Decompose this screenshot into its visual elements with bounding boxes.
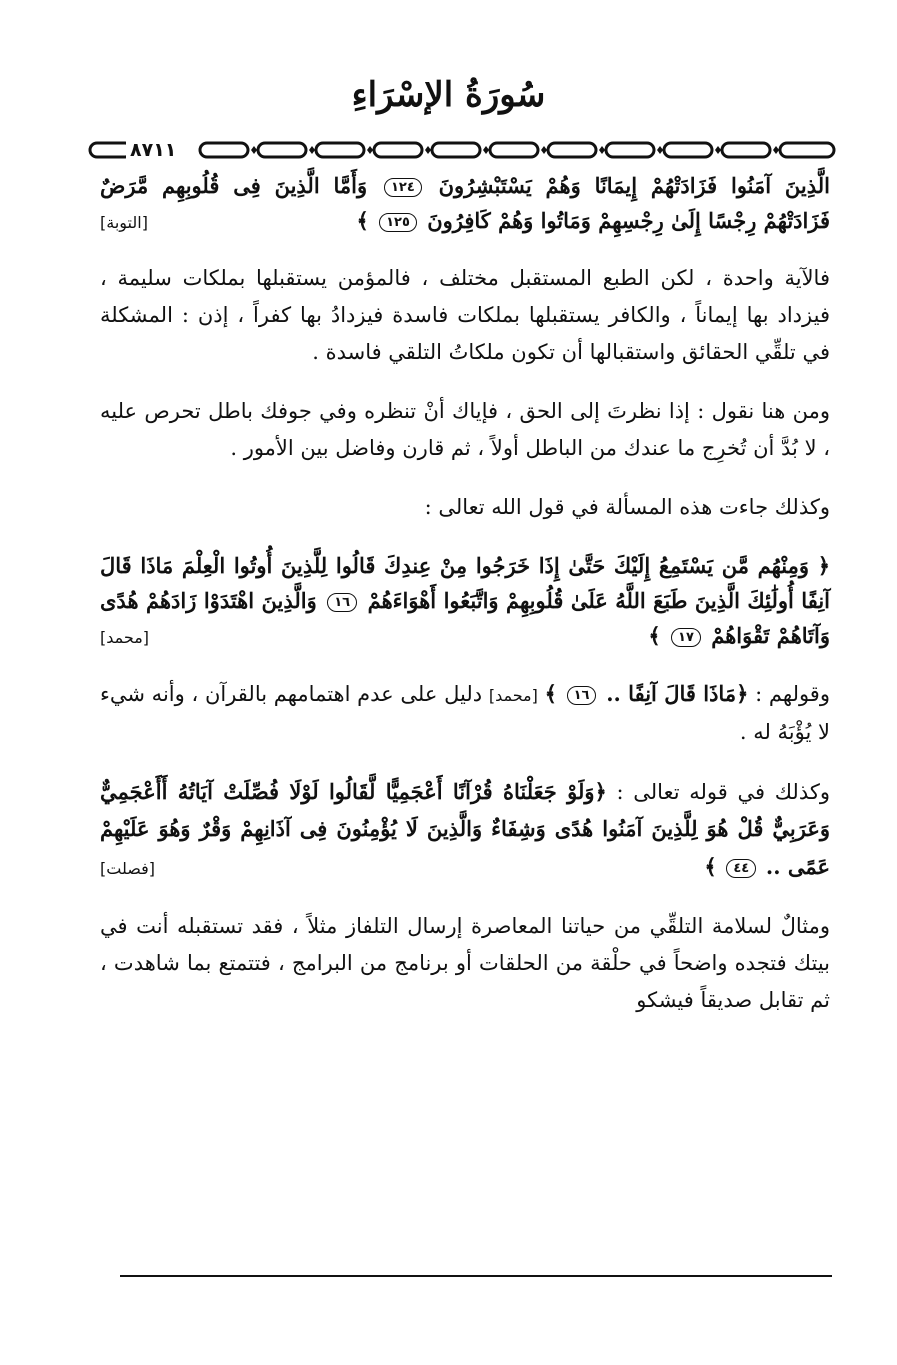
paragraph: ومثالٌ لسلامة التلقِّي من حياتنا المعاصرة إرسال التلفاز مثلاً ، فقد تستقبله أنت في بيتك فتجده واضحاً في حلْقة من الحلقات أو برنامج من البرامج ، فتتمتع بما شاهدت ، ثم تقابل صديقاً فيشكو: [100, 914, 830, 1012]
quran-quote-tawbah: [100, 168, 830, 238]
ayah-number-badge: ١٢٥: [379, 213, 417, 232]
ayah-number-badge: ١٧: [671, 628, 701, 647]
footer-divider: [120, 1275, 832, 1277]
quran-verse-text: وَأَمَّا الَّذِينَ فِى قُلُوبِهِم مَّرَضٌ فَزَادَتْهُمْ رِجْسًا إِلَىٰ رِجْسِهِمْ وَمَاتُوا وَهُمْ كَافِرُونَ: [100, 173, 830, 233]
ayah-number-badge: ٤٤: [726, 859, 756, 878]
ayah-number-badge: ١٦: [567, 686, 597, 705]
surah-title: سُورَةُ الإسْرَاءِ: [351, 75, 546, 115]
ayah-number-badge: ١٢٤: [384, 178, 422, 197]
paragraph-text: وقولهم :: [755, 682, 830, 706]
ornament-chain-icon: [88, 138, 838, 162]
paragraph: وكذلك جاءت هذه المسألة في قول الله تعالى :: [424, 495, 830, 519]
quran-close-bracket: ﴾: [356, 208, 369, 233]
paragraph: [100, 675, 830, 751]
paragraph: [100, 773, 830, 886]
ayah-number-badge: ١٦: [327, 593, 357, 612]
paragraph: ومن هنا نقول : إذا نظرتَ إلى الحق ، فإياك أنْ تنظره وفي جوفك باطل تحرص عليه ، لا بُدَّ أن تُخرِج ما عندك من الباطل أولاً ، ثم قارن وفاضل بين الأمور .: [100, 399, 830, 460]
quran-quote-muhammad: [100, 548, 830, 653]
inline-quran-quote: مَاذَا قَالَ آنِفًا ..: [606, 681, 737, 706]
paragraph-text: دليل على عدم اهتمامهم بالقرآن ، وأنه شيء لا يُؤْبَهُ له .: [100, 682, 830, 744]
inline-quran-quote: وَلَوْ جَعَلْنَاهُ قُرْآنًا أَعْجَمِيًّا لَّقَالُوا لَوْلَا فُصِّلَتْ آيَاتُهُ أَأَعْجَمِيٌّ وَعَرَبِيٌّ قُلْ هُوَ لِلَّذِينَ آمَنُوا هُدًى وَشِفَاءٌ وَالَّذِينَ لَا يُؤْمِنُونَ فِى آذَانِهِمْ وَقْرٌ وَهُوَ عَلَيْهِمْ عَمًى ..: [100, 779, 830, 879]
quran-verse-text: الَّذِينَ آمَنُوا فَزَادَتْهُمْ إِيمَانًا وَهُمْ يَسْتَبْشِرُونَ: [438, 173, 831, 198]
quran-close-bracket: ﴾: [648, 623, 661, 648]
quran-close-bracket: ﴾: [704, 854, 717, 879]
header-ornament: [88, 138, 838, 162]
page-number: ٨٧١١: [126, 139, 180, 161]
quran-close-bracket: ﴾: [544, 681, 557, 706]
paragraph-text: وكذلك في قوله تعالى :: [616, 780, 830, 804]
quran-open-bracket: ﴿: [594, 779, 607, 804]
page-body: [100, 168, 830, 1041]
quran-verse-text: وَمِنْهُم مَّن يَسْتَمِعُ إِلَيْكَ حَتَّىٰ إِذَا خَرَجُوا مِنْ عِندِكَ قَالُوا لِلَّذِينَ أُوتُوا الْعِلْمَ مَاذَا قَالَ آنِفًا أُولَٰئِكَ الَّذِينَ طَبَعَ اللَّهُ عَلَىٰ قُلُوبِهِمْ وَاتَّبَعُوا أَهْوَاءَهُمْ: [100, 553, 830, 613]
surah-reference: [التوبة]: [100, 213, 148, 232]
quran-open-bracket: ﴿: [817, 553, 830, 578]
quran-verse-text: وَالَّذِينَ اهْتَدَوْا زَادَهُمْ هُدًى وَآتَاهُمْ تَقْوَاهُمْ: [100, 588, 830, 648]
quran-open-bracket: ﴿: [736, 681, 749, 706]
surah-reference: [فصلت]: [100, 859, 156, 878]
surah-reference: [محمد]: [100, 628, 150, 647]
paragraph: فالآية واحدة ، لكن الطبع المستقبل مختلف ، فالمؤمن يستقبلها بملكات سليمة ، فيزداد بها إيماناً ، والكافر يستقبلها بملكات فاسدة فيزدادُ بها كفراً ، إذن : المشكلة في تلقِّي الحقائق واستقبالها أن تكون ملكاتُ التلقي فاسدة .: [100, 266, 830, 364]
surah-reference: [محمد]: [488, 686, 538, 705]
